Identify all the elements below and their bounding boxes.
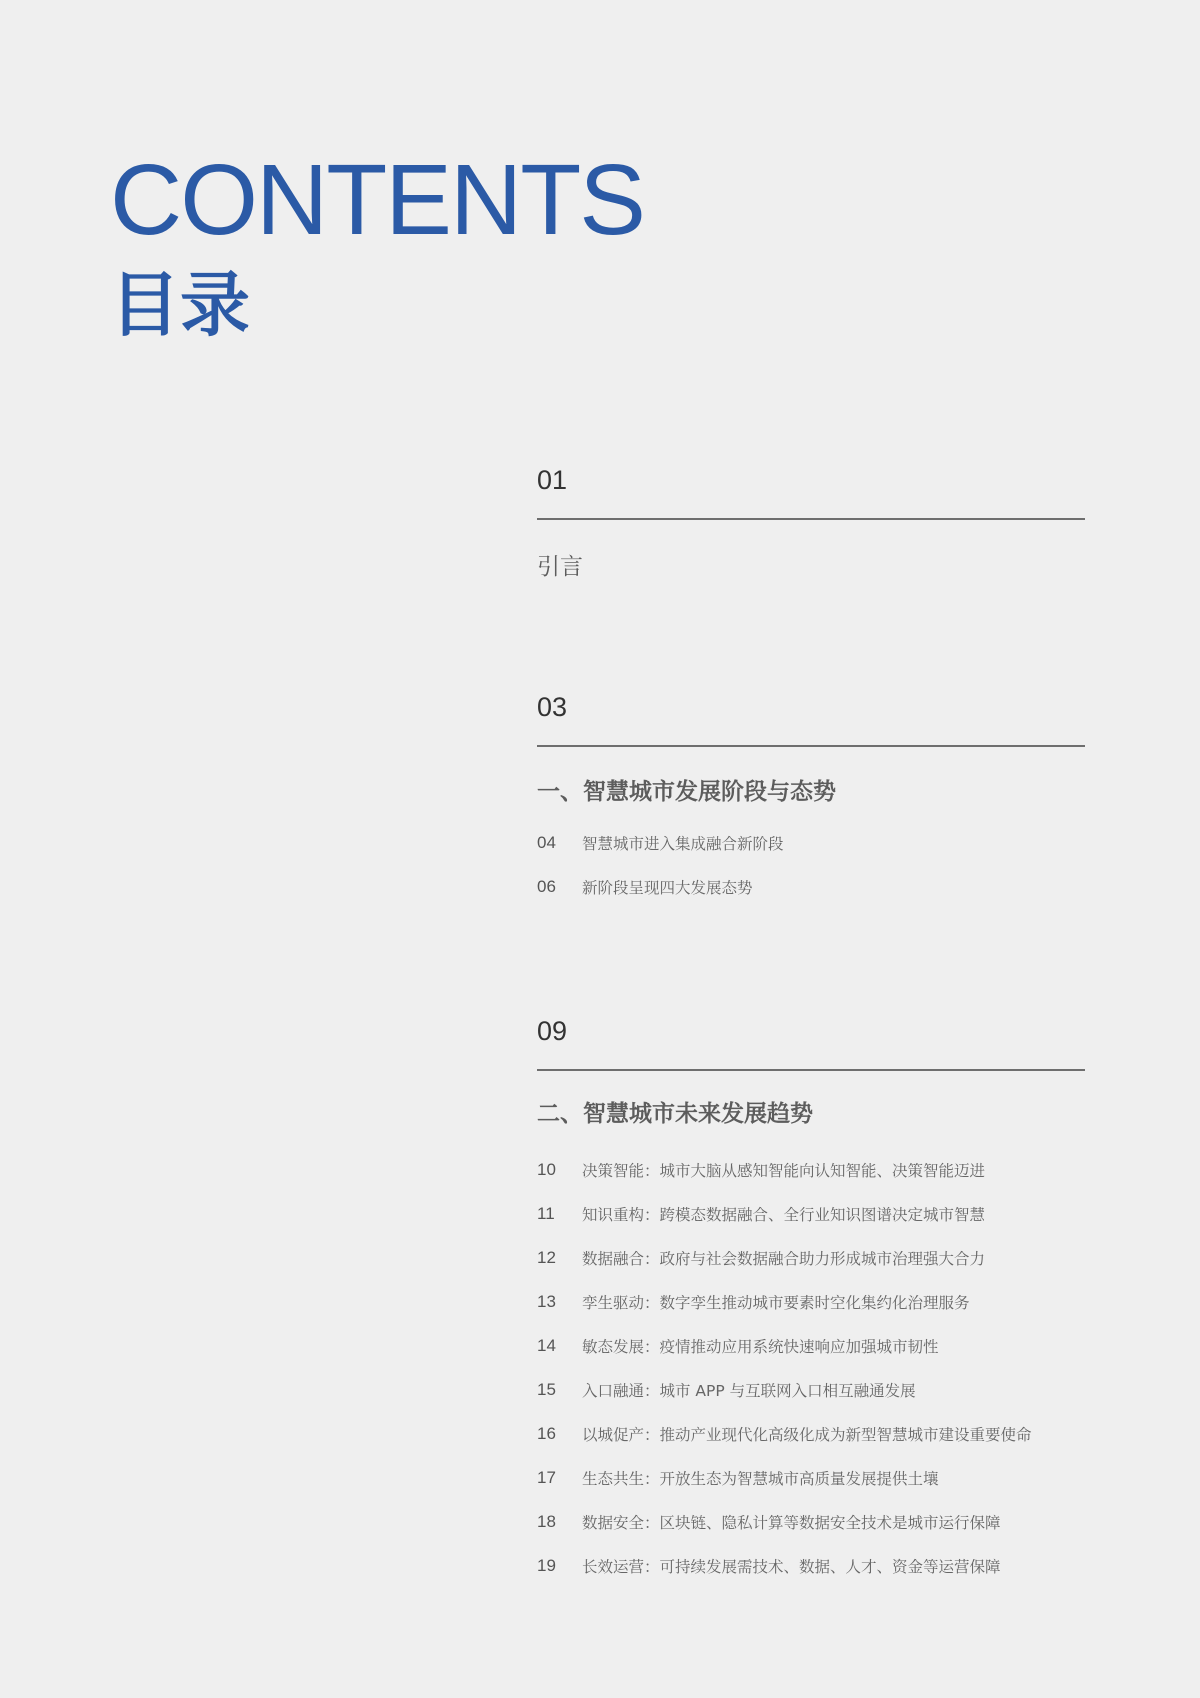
item-page-number: 06 (537, 877, 556, 896)
section-divider (537, 518, 1085, 520)
item-page-number: 11 (537, 1204, 555, 1223)
toc-item[interactable] (537, 1544, 1085, 1588)
item-page-number: 16 (537, 1424, 556, 1443)
item-page-number: 14 (537, 1336, 556, 1355)
item-title: 敏态发展：疫情推动应用系统快速响应加强城市韧性 (582, 1338, 939, 1356)
toc-item[interactable] (537, 1412, 1085, 1456)
toc-link-section-title[interactable]: 引言 (537, 554, 583, 580)
section-divider (537, 745, 1085, 747)
toc-item[interactable] (537, 821, 1085, 865)
title-en: CONTENTS (110, 144, 644, 256)
toc-item[interactable] (537, 1236, 1085, 1280)
item-title: 以城促产：推动产业现代化高级化成为新型智慧城市建设重要使命 (582, 1426, 1032, 1444)
toc-item[interactable] (537, 1280, 1085, 1324)
item-page-number: 15 (537, 1380, 556, 1399)
item-page-number: 17 (537, 1468, 556, 1487)
item-title: 新阶段呈现四大发展态势 (582, 879, 753, 897)
section-divider (537, 1069, 1085, 1071)
section-number: 03 (537, 692, 568, 722)
item-page-number: 04 (537, 833, 556, 852)
item-title: 长效运营：可持续发展需技术、数据、人才、资金等运营保障 (582, 1558, 1001, 1576)
item-title: 孪生驱动：数字孪生推动城市要素时空化集约化治理服务 (582, 1294, 970, 1312)
toc-item[interactable] (537, 1192, 1085, 1236)
toc-item[interactable] (537, 1324, 1085, 1368)
toc-section-1 (537, 692, 1085, 909)
toc-section-intro (537, 465, 1085, 582)
item-title: 决策智能：城市大脑从感知智能向认知智能、决策智能迈进 (582, 1162, 986, 1180)
item-title: 生态共生：开放生态为智慧城市高质量发展提供土壤 (582, 1470, 939, 1488)
title-zh: 目录 (110, 264, 250, 346)
toc-item[interactable] (537, 1500, 1085, 1544)
item-page-number: 13 (537, 1292, 556, 1311)
toc-item[interactable] (537, 1148, 1085, 1192)
toc-item-list (537, 821, 1085, 909)
toc-item[interactable] (537, 1456, 1085, 1500)
item-title: 数据融合：政府与社会数据融合助力形成城市治理强大合力 (582, 1250, 986, 1268)
toc-item-list (537, 1148, 1085, 1588)
item-title: 知识重构：跨模态数据融合、全行业知识图谱决定城市智慧 (582, 1206, 986, 1224)
item-page-number: 12 (537, 1248, 556, 1267)
toc-link-section-title[interactable]: 二、智慧城市未来发展趋势 (537, 1101, 813, 1127)
toc-item[interactable] (537, 865, 1085, 909)
toc-section-2 (537, 1016, 1085, 1588)
toc-item[interactable] (537, 1368, 1085, 1412)
item-page-number: 10 (537, 1160, 556, 1179)
item-title: 数据安全：区块链、隐私计算等数据安全技术是城市运行保障 (582, 1514, 1001, 1532)
section-number: 01 (537, 465, 568, 495)
item-title: 入口融通：城市 APP 与互联网入口相互融通发展 (582, 1382, 916, 1400)
item-page-number: 19 (537, 1556, 556, 1575)
section-number: 09 (537, 1016, 568, 1046)
item-title: 智慧城市进入集成融合新阶段 (582, 835, 784, 853)
toc-link-section-title[interactable]: 一、智慧城市发展阶段与态势 (537, 779, 836, 805)
item-page-number: 18 (537, 1512, 556, 1531)
